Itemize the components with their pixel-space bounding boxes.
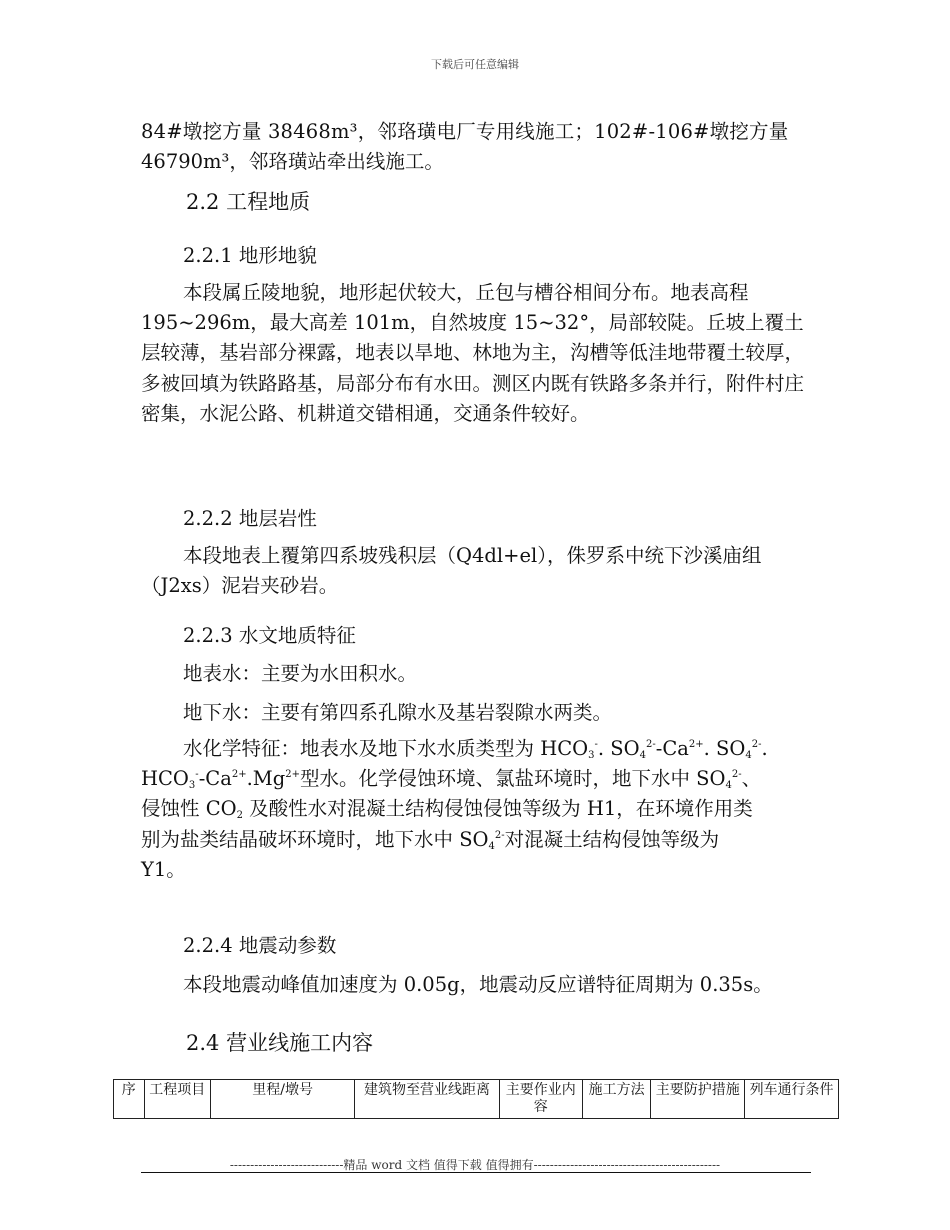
section-2-2-4-title: 2.2.4 地震动参数 [183,934,337,957]
seismic-text: 本段地震动峰值加速度为 0.05g，地震动反应谱特征周期为 0.35s。 [183,973,773,996]
table-header-row [114,1080,839,1119]
page-header: 下载后可任意编辑 [431,58,519,71]
header-cell: 列车通行条件 [745,1080,839,1119]
footer-divider [141,1172,811,1173]
surface-water-text: 地表水：主要为水田积水。 [183,662,418,685]
section-2-2-title: 2.2 工程地质 [186,190,311,214]
header-cell: 序 [114,1080,145,1119]
header-cell: 里程/墩号 [210,1080,354,1119]
intro-line-1: 84#墩挖方量 38468m³，邻珞璜电厂专用线施工；102#-106#墩挖方量 [141,120,789,143]
water-chemistry-paragraph: 水化学特征：地表水及地下水水质类型为 $HCO_3^-$. $SO_4^{2-}-Ca^{2+}$. $SO_4^{2-}$. $HCO_3^--Ca^{2+}.Mg^{2+}$型水。化学侵蚀环境、氯盐环境时，地下水中 $SO_4^{2-}$、 侵蚀性 $CO_2$ 及酸性水对混凝土结构侵蚀侵蚀等级为 H1，在环境作用类 别为盐类结晶破坏环境时，地下水中 $SO_4^{2-}$对混凝土结构侵蚀等级为 Y1。 [141,737,768,881]
intro-line-2: 46790m³，邻珞璜站牵出线施工。 [141,150,444,173]
header-cell: 工程项目 [144,1080,210,1119]
header-cell: 主要防护措施 [651,1080,745,1119]
terrain-paragraph: 本段属丘陵地貌，地形起伏较大，丘包与槽谷相间分布。地表高程 195~296m，最大高差 101m，自然坡度 15~32°，局部较陡。丘坡上覆土层较薄，基岩部分裸露，地表以旱地、林地为主，沟槽等低洼地带覆土较厚，多被回填为铁路路基，局部分布有水田。测区内既有铁路多条并行，附件村庄密集，水泥公路、机耕道交错相通，交通条件较好。 [141,281,805,425]
section-2-2-1-title: 2.2.1 地形地貌 [183,244,317,267]
strata-paragraph: 本段地表上覆第四系坡残积层（Q4dl+el），侏罗系中统下沙溪庙组（J2xs）泥岩夹砂岩。 [141,544,762,598]
groundwater-text: 地下水：主要有第四系孔隙水及基岩裂隙水两类。 [183,701,613,724]
section-2-4-title: 2.4 营业线施工内容 [186,1031,374,1055]
header-cell: 建筑物至营业线距离 [355,1080,499,1119]
section-2-2-3-title: 2.2.3 水文地质特征 [183,624,356,647]
header-cell: 主要作业内容 [499,1080,582,1119]
header-cell: 施工方法 [582,1080,650,1119]
section-2-2-2-title: 2.2.2 地层岩性 [183,507,317,530]
construction-table [113,1079,839,1119]
page-footer: ----------------------------精品 word 文档 值得下载 值得拥有---------------------------------------------- [229,1158,721,1172]
